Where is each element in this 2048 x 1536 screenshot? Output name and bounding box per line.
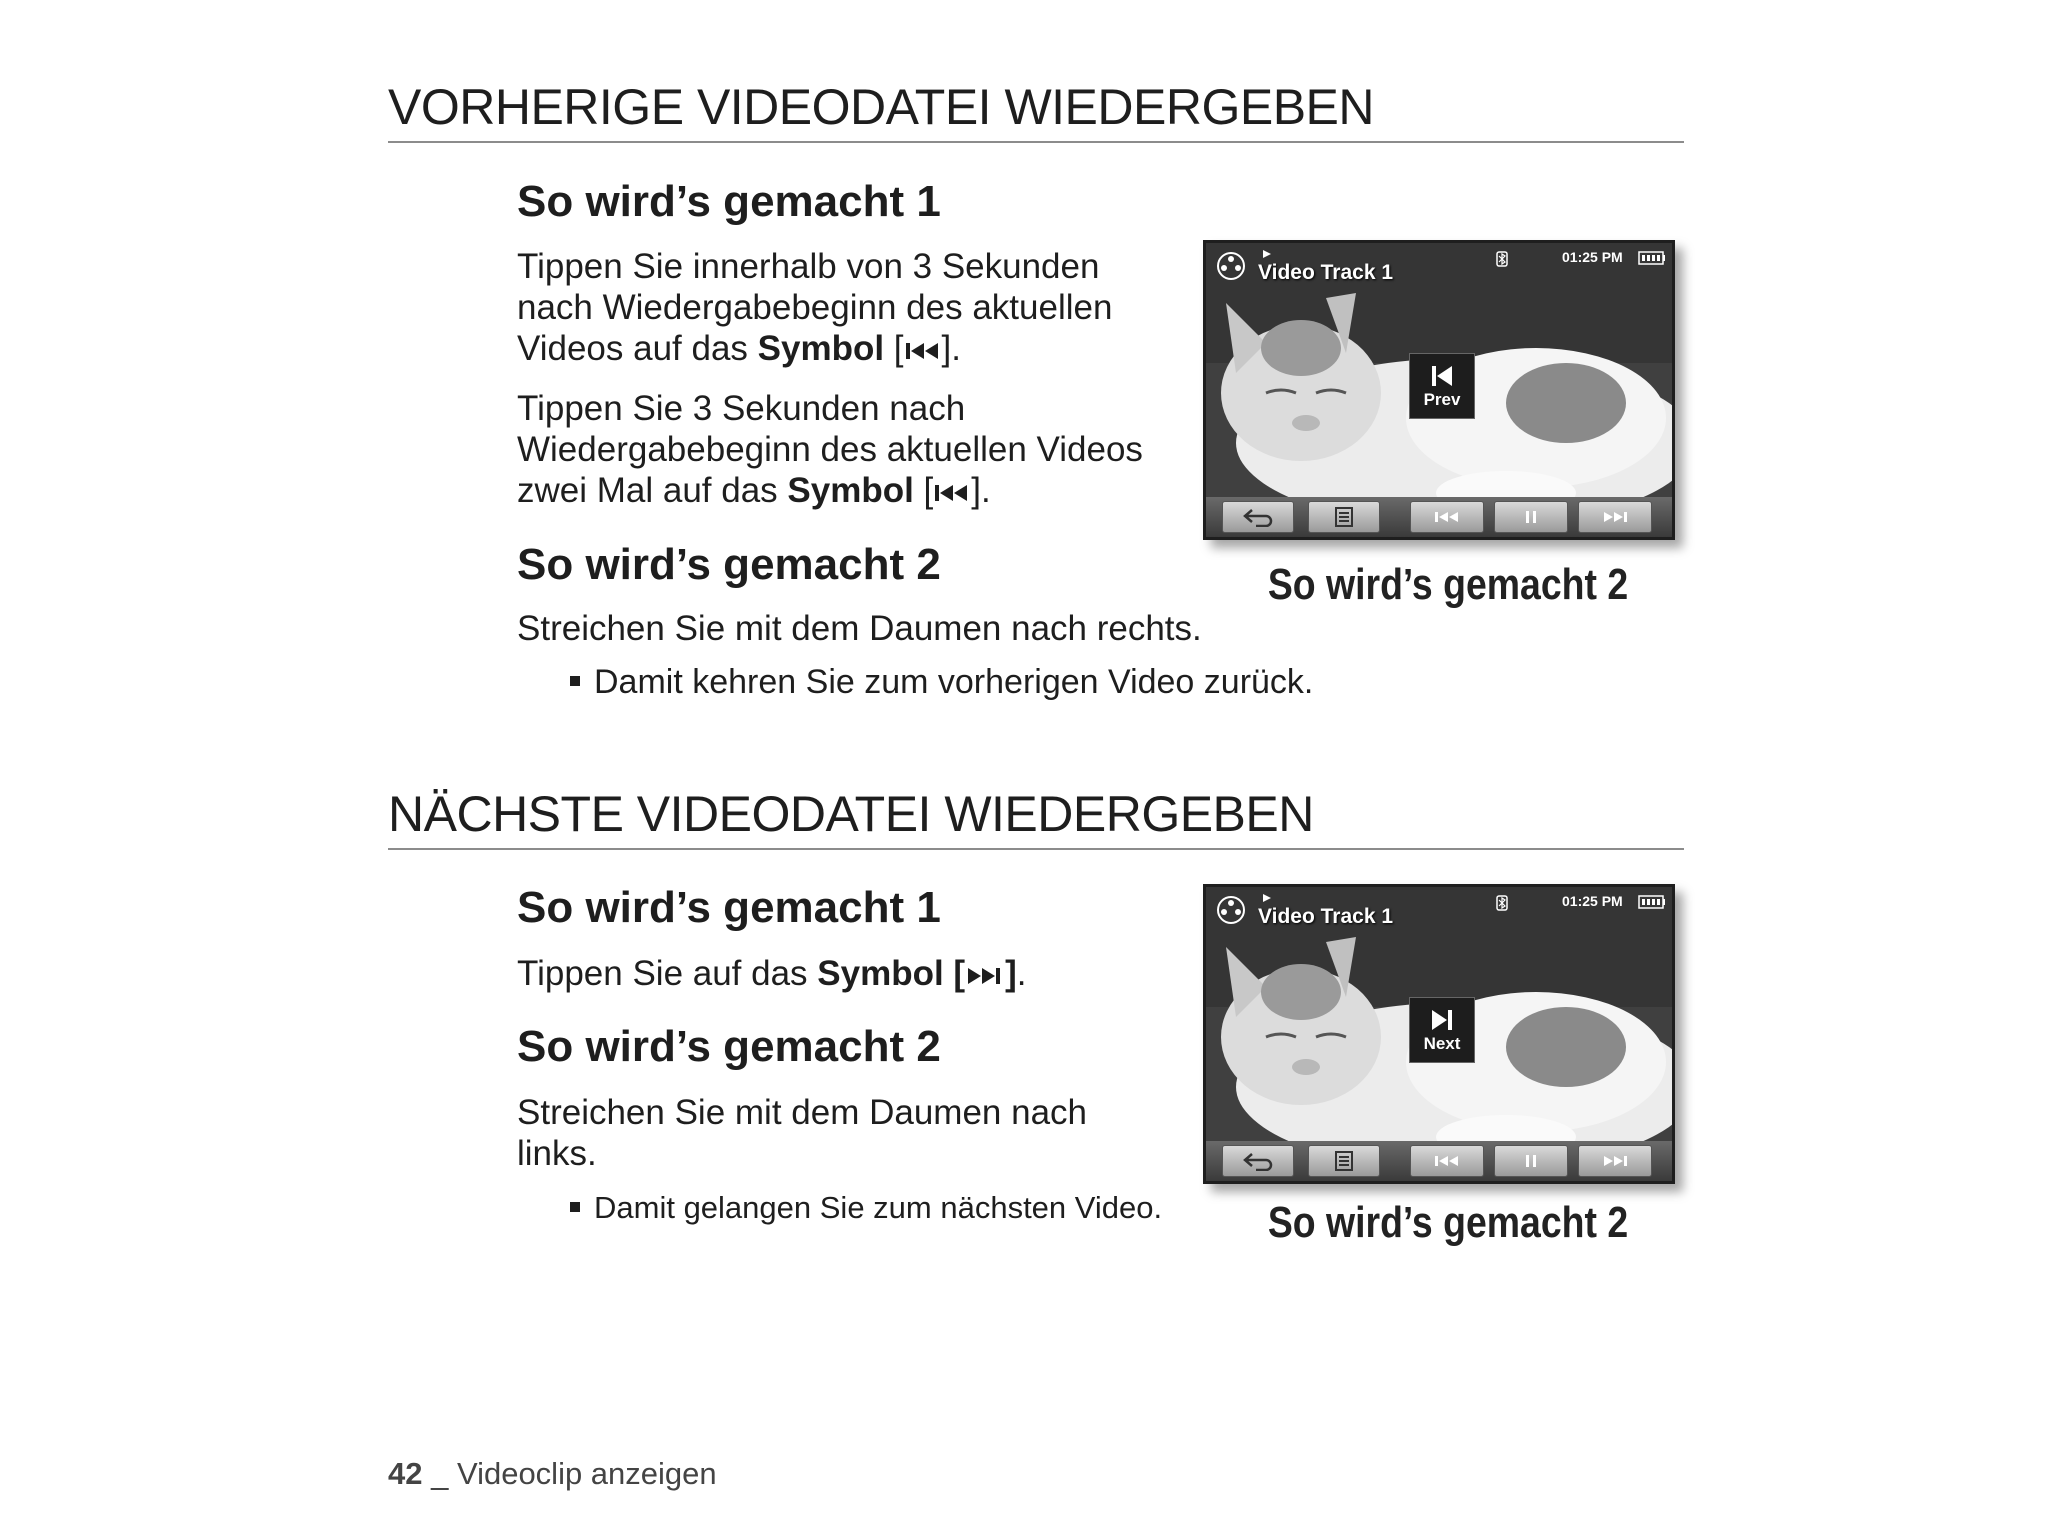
fast-forward-button[interactable]: [1578, 1145, 1652, 1177]
pause-button[interactable]: [1494, 1145, 1568, 1177]
list-icon: [1334, 1150, 1354, 1172]
film-reel-icon: [1216, 251, 1246, 281]
pause-icon: [1524, 1154, 1538, 1168]
next-overlay-button[interactable]: [1409, 997, 1475, 1063]
clock: 01:25 PM: [1562, 249, 1623, 265]
skip-next-icon: [1602, 510, 1628, 524]
bluetooth-icon: [1496, 895, 1508, 911]
skip-previous-icon: [904, 340, 942, 362]
skip-previous-icon: [1428, 364, 1456, 388]
next-label: Next: [1423, 1034, 1461, 1053]
pause-button[interactable]: [1494, 501, 1568, 533]
track-title: Video Track 1: [1258, 261, 1394, 284]
method-2-text: Streichen Sie mit dem Daumen nach links.: [517, 1093, 1087, 1173]
list-button[interactable]: [1308, 501, 1380, 533]
method-2-bullet: Damit gelangen Sie zum nächsten Video.: [570, 1188, 1270, 1228]
status-bar: [1206, 243, 1672, 289]
method-2-heading: So wird’s gemacht 2: [517, 540, 941, 589]
skip-previous-icon: [1434, 1154, 1460, 1168]
page-footer: [388, 1456, 717, 1492]
fast-forward-button[interactable]: [1578, 501, 1652, 533]
back-button[interactable]: [1222, 501, 1294, 533]
battery-icon: [1638, 251, 1666, 265]
page-number: 42: [388, 1456, 423, 1491]
skip-next-icon: [1602, 1154, 1628, 1168]
method-1-paragraph-1: Tippen Sie innerhalb von 3 Sekunden nach Wiedergabebeginn des aktuellen Videos auf das Symbol [ ].: [517, 247, 1113, 368]
section-title-previous: VORHERIGE VIDEODATEI WIEDERGEBEN: [388, 80, 1684, 143]
rewind-button[interactable]: [1410, 501, 1484, 533]
play-status-icon: [1262, 893, 1272, 903]
control-bar: [1206, 1141, 1672, 1181]
play-status-icon: [1262, 249, 1272, 259]
skip-next-icon: [965, 965, 1005, 987]
film-reel-icon: [1216, 895, 1246, 925]
skip-next-icon: [1428, 1008, 1456, 1032]
method-1-heading: So wird’s gemacht 1: [517, 883, 941, 932]
bluetooth-icon: [1496, 251, 1508, 267]
method-1-paragraph: Tippen Sie auf das Symbol [ ].: [517, 954, 1027, 993]
prev-label: Prev: [1423, 390, 1461, 409]
clock: 01:25 PM: [1562, 893, 1623, 909]
back-button[interactable]: [1222, 1145, 1294, 1177]
control-bar: [1206, 497, 1672, 537]
footer-separator: _: [422, 1456, 457, 1491]
back-arrow-icon: [1242, 507, 1274, 527]
skip-previous-icon: [1434, 510, 1460, 524]
skip-previous-icon: [933, 482, 971, 504]
player-screenshot-next: [1203, 884, 1675, 1184]
chapter-name: Videoclip anzeigen: [456, 1456, 717, 1491]
rewind-button[interactable]: [1410, 1145, 1484, 1177]
method-2-heading: So wird’s gemacht 2: [517, 1022, 941, 1071]
method-2-bullet: Damit kehren Sie zum vorherigen Video zurück.: [570, 662, 1470, 702]
battery-icon: [1638, 895, 1666, 909]
prev-overlay-button[interactable]: [1409, 353, 1475, 419]
status-bar: [1206, 887, 1672, 933]
player-screenshot-previous: [1203, 240, 1675, 540]
list-button[interactable]: [1308, 1145, 1380, 1177]
track-title: Video Track 1: [1258, 905, 1394, 928]
pause-icon: [1524, 510, 1538, 524]
list-icon: [1334, 506, 1354, 528]
section-title-next: NÄCHSTE VIDEODATEI WIEDERGEBEN: [388, 787, 1684, 850]
method-1-heading: So wird’s gemacht 1: [517, 177, 941, 226]
screen-caption-previous: So wird’s gemacht 2: [1267, 560, 1629, 609]
method-2-text: Streichen Sie mit dem Daumen nach rechts.: [517, 609, 1202, 648]
screen-caption-next: So wird’s gemacht 2: [1267, 1198, 1629, 1247]
back-arrow-icon: [1242, 1151, 1274, 1171]
method-1-paragraph-2: Tippen Sie 3 Sekunden nach Wiedergabebeginn des aktuellen Videos zwei Mal auf das Symbol [ ].: [517, 389, 1143, 510]
